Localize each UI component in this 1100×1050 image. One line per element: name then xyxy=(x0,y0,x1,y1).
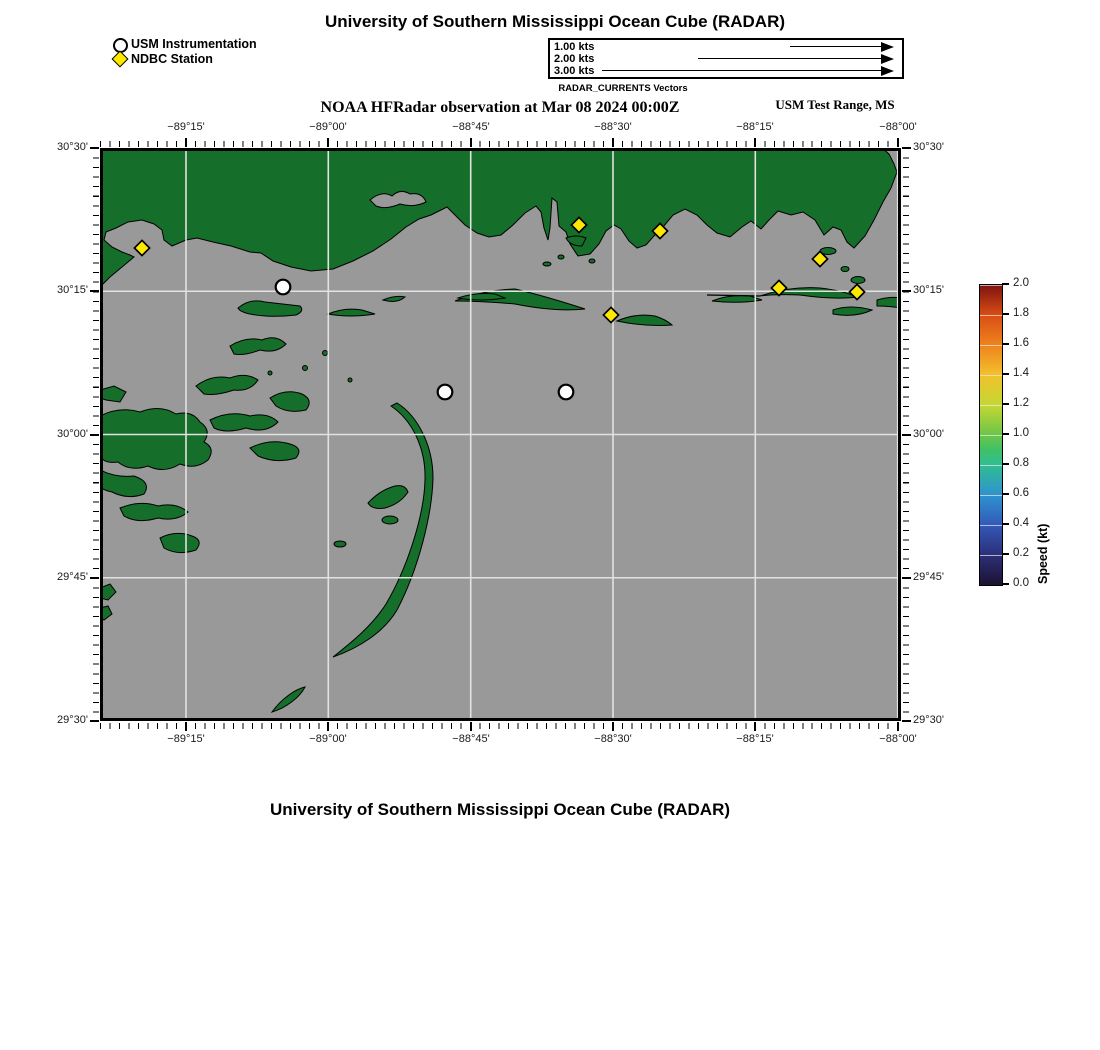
colorbar-tick-label: 1.2 xyxy=(1013,396,1029,409)
range-title: USM Test Range, MS xyxy=(775,97,895,112)
cat-island xyxy=(238,301,302,316)
deer-island xyxy=(566,236,586,246)
page-title: University of Southern Mississippi Ocean Cube (RADAR) xyxy=(324,12,786,31)
lat-tick-label-left: 30°15' xyxy=(57,284,88,296)
colorbar-tick xyxy=(1002,343,1009,345)
bottom-axis-minor-ticks xyxy=(100,723,901,729)
colorbar-tick xyxy=(1002,283,1009,285)
lat-tick-label-right: 29°45' xyxy=(913,571,944,583)
vector-scale-label: 1.00 kts xyxy=(554,40,595,53)
lat-tick-label-left: 29°30' xyxy=(57,714,88,726)
colorbar-tick xyxy=(1002,433,1009,435)
colorbar-tick-label: 2.0 xyxy=(1013,276,1029,289)
vector-arrowhead-icon xyxy=(881,66,894,76)
colorbar-tick xyxy=(1002,493,1009,495)
colorbar-tick-label: 0.2 xyxy=(1013,546,1029,559)
usm-instrumentation-marker xyxy=(276,280,291,295)
legend-label-usm: USM Instrumentation xyxy=(131,37,257,51)
colorbar-tick-label: 0.6 xyxy=(1013,486,1029,499)
lon-major-tick xyxy=(754,138,756,147)
lat-major-tick xyxy=(902,577,911,579)
lat-major-tick xyxy=(902,434,911,436)
map-svg xyxy=(100,148,901,721)
islet xyxy=(383,296,405,301)
diamond-icon xyxy=(112,51,129,68)
lat-tick-label-right: 30°00' xyxy=(913,428,944,440)
lon-tick-label-bottom: −88°15' xyxy=(736,733,774,745)
lon-tick-label-top: −88°45' xyxy=(452,121,490,133)
east-ship-island xyxy=(617,315,672,325)
lat-major-tick xyxy=(902,720,911,722)
bottom-title: University of Southern Mississippi Ocean Cube (RADAR) xyxy=(269,800,731,819)
island xyxy=(328,309,375,316)
colorbar-tick xyxy=(1002,373,1009,375)
colorbar-tick-label: 0.0 xyxy=(1013,576,1029,589)
colorbar-tick-label: 0.8 xyxy=(1013,456,1029,469)
observation-title: NOAA HFRadar observation at Mar 08 2024 00:00Z xyxy=(320,99,680,116)
lat-major-tick xyxy=(90,290,99,292)
mainland-coast xyxy=(100,148,897,287)
dauphin-island-west xyxy=(833,307,872,315)
vector-scale-label: 3.00 kts xyxy=(554,65,595,78)
lon-major-tick xyxy=(185,722,187,731)
lon-tick-label-top: −88°00' xyxy=(879,121,917,133)
southern-sliver-island xyxy=(272,687,305,712)
usm-instrumentation-marker xyxy=(559,385,574,400)
ndbc-station-marker xyxy=(603,307,618,322)
sand-spit xyxy=(707,295,760,296)
colorbar-title: Speed (kt) xyxy=(1036,523,1050,584)
colorbar-tick-label: 1.8 xyxy=(1013,306,1029,319)
colorbar-tick xyxy=(1002,583,1009,585)
usm-instrumentation-marker xyxy=(438,385,453,400)
lon-tick-label-bottom: −89°00' xyxy=(309,733,347,745)
colorbar-tick xyxy=(1002,553,1009,555)
lat-major-tick xyxy=(90,147,99,149)
colorbar-tick xyxy=(1002,403,1009,405)
colorbar xyxy=(979,284,1003,586)
lon-major-tick xyxy=(185,138,187,147)
lon-major-tick xyxy=(470,722,472,731)
colorbar-tick-label: 1.4 xyxy=(1013,366,1029,379)
lat-major-tick xyxy=(902,147,911,149)
ndbc-station-marker xyxy=(134,240,149,255)
lon-major-tick xyxy=(470,138,472,147)
colorbar-tick-label: 1.6 xyxy=(1013,336,1029,349)
vector-scale-label: 2.00 kts xyxy=(554,52,595,65)
lat-tick-label-left: 30°30' xyxy=(57,141,88,153)
vector-scale-caption: RADAR_CURRENTS Vectors xyxy=(558,83,688,94)
lon-tick-label-top: −88°30' xyxy=(594,121,632,133)
legend-label-ndbc: NDBC Station xyxy=(131,52,213,66)
marsh-main xyxy=(100,408,211,469)
lon-tick-label-top: −89°00' xyxy=(309,121,347,133)
vector-scale-arrow-line xyxy=(602,70,884,71)
map-panel xyxy=(100,148,901,721)
lon-tick-label-top: −89°15' xyxy=(167,121,205,133)
lat-tick-label-left: 30°00' xyxy=(57,428,88,440)
vector-scale-arrow-line xyxy=(790,46,884,47)
lat-major-tick xyxy=(90,434,99,436)
lon-major-tick xyxy=(612,722,614,731)
vector-arrowhead-icon xyxy=(881,54,894,64)
colorbar-tick xyxy=(1002,523,1009,525)
lon-major-tick xyxy=(754,722,756,731)
lon-major-tick xyxy=(327,138,329,147)
colorbar-tick-label: 0.4 xyxy=(1013,516,1029,529)
colorbar-tick-label: 1.0 xyxy=(1013,426,1029,439)
colorbar-tick xyxy=(1002,463,1009,465)
lon-tick-label-bottom: −88°45' xyxy=(452,733,490,745)
vector-scale-box xyxy=(548,38,904,79)
lat-tick-label-right: 30°15' xyxy=(913,284,944,296)
lon-tick-label-bottom: −89°15' xyxy=(167,733,205,745)
lon-tick-label-top: −88°15' xyxy=(736,121,774,133)
lon-tick-label-bottom: −88°30' xyxy=(594,733,632,745)
lat-major-tick xyxy=(90,720,99,722)
vector-arrowhead-icon xyxy=(881,42,894,52)
land-shapes xyxy=(100,148,901,712)
lon-major-tick xyxy=(897,138,899,147)
lat-major-tick xyxy=(902,290,911,292)
colorbar-tick xyxy=(1002,313,1009,315)
lon-major-tick xyxy=(897,722,899,731)
chandeleur-arc xyxy=(333,403,433,657)
lat-major-tick xyxy=(90,577,99,579)
lat-tick-label-right: 29°30' xyxy=(913,714,944,726)
lon-tick-label-bottom: −88°00' xyxy=(879,733,917,745)
lon-major-tick xyxy=(327,722,329,731)
lat-tick-label-right: 30°30' xyxy=(913,141,944,153)
top-axis-minor-ticks xyxy=(100,141,901,147)
lat-tick-label-left: 29°45' xyxy=(57,571,88,583)
vector-scale-arrow-line xyxy=(698,58,884,59)
lon-major-tick xyxy=(612,138,614,147)
islet-cluster xyxy=(368,486,408,509)
